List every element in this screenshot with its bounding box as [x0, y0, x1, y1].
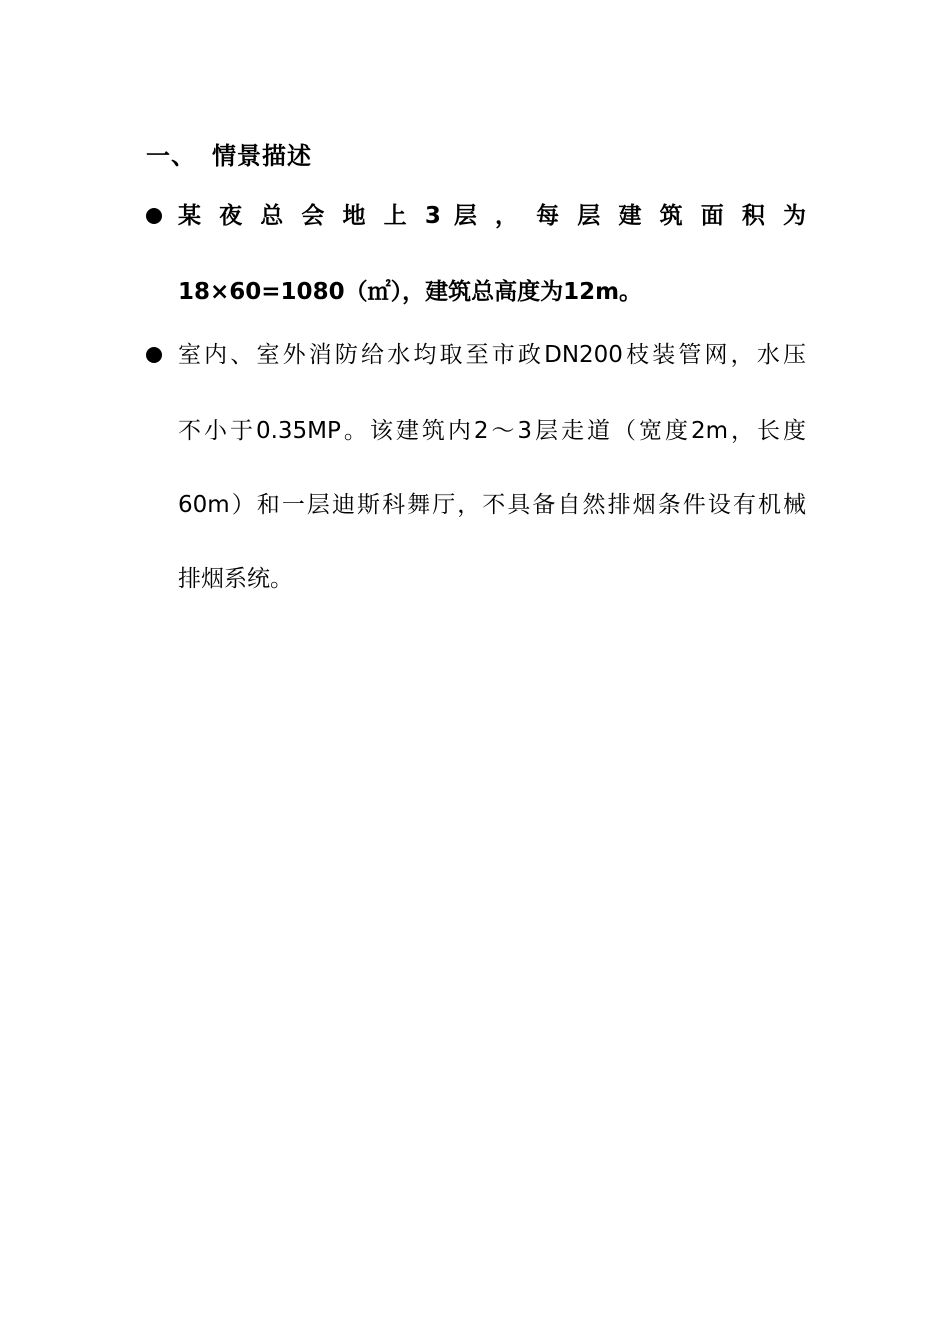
bullet-2-line-2: 不小于0.35MP。该建筑内2～3层走道（宽度2m，长度 [178, 418, 806, 444]
bullet-2-line-3: 60m）和一层迪斯科舞厅，不具备自然排烟条件设有机械 [178, 492, 806, 518]
bullet-1-line-1: 某 夜 总 会 地 上 3 层 ， 每 层 建 筑 面 积 为 [178, 203, 806, 229]
section-title: 情景描述 [212, 142, 312, 170]
bullet-2-line-4: 排烟系统。 [178, 566, 293, 592]
bullet-1-line-2: 18×60=1080（㎡），建筑总高度为12m。 [178, 279, 643, 305]
bullet-2-line-1: 室内、室外消防给水均取至市政DN200枝装管网，水压 [178, 342, 806, 368]
section-number: 一、 [146, 142, 196, 170]
bullet-dot-icon [146, 347, 162, 363]
bullet-dot-icon [146, 208, 162, 224]
section-heading [146, 136, 312, 171]
